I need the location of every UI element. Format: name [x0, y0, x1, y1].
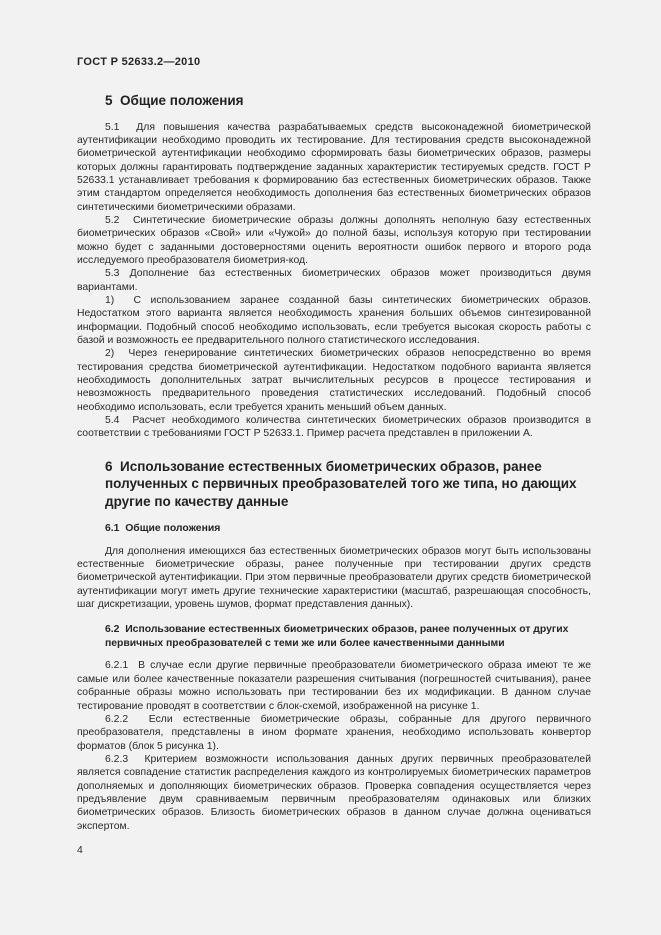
section-5-title: 5 Общие положения	[105, 93, 244, 108]
paragraph-6-1: Для дополнения имеющихся баз естественных биометрических образов могут быть использованы естественные биометрические образы, ранее полученные при тестировании других средств биометрической аутентификации. При этом первичные преобразователи других средств биометрической аутентификации могут иметь другие технические характеристики (масштаб, разрешающая способность, шаг дискретизации, уровень шумов, формат представления данных).	[77, 545, 591, 611]
list-item-1: 1) С использованием заранее созданной базы синтетических биометрических образов. Недостатком этого варианта является необходимость хранения больших объемов синтезированной информации. Подобный способ необходимо использовать, если требуется высокая скорость работы с базой и возможность ее предварительного полного статистического исследования.	[77, 294, 591, 346]
paragraph-6-2-1: 6.2.1 В случае если другие первичные преобразователи биометрического образа имеют те же самые или более качественные показатели разрешения считывания (погрешностей считывания), ранее собранные образы можно использовать при тестировании без их модификации. В данном случае тестирование проводят в соответствии с блок-схемой, изображенной на рисунке 1.	[77, 660, 591, 712]
paragraph-5-2: 5.2 Синтетические биометрические образы должны дополнять неполную базу естественных биометрических образов «Свой» или «Чужой» до полной базы, используя которую при тестировании можно будет с заданными достоверностями оценить вероятности ошибок первого и второго рода исследуемого преобразователя биометрия-код.	[77, 214, 591, 266]
section-6-title: 6 Использование естественных биометрических образов, ранее полученных с первичных преобразователей того же типа, но дающих другие по качеству данные	[105, 458, 577, 509]
list-item-2: 2) Через генерирование синтетических биометрических образов непосредственно во время тестирования средства биометрической аутентификации. Недостатком подобного варианта является необходимость дополнительных затрат вычислительных ресурсов в процессе тестирования и невозможность предварительного проведения статистических исследований. Подобный способ необходимо использовать, если требуется хранить меньший объем данных.	[77, 348, 591, 413]
section-6-2-title: 6.2 Использование естественных биометрических образов, ранее полученных от других первичных преобразователей с теми же или более качественными данными	[105, 624, 569, 649]
paragraph-5-3: 5.3 Дополнение баз естественных биометрических образов может производиться двумя вариантами.	[77, 268, 591, 293]
paragraph-6-2-3: 6.2.3 Критерием возможности использования данных других первичных преобразователей является совпадение статистик распределения каждого из контролируемых биометрических параметров дополняемых и дополняющих биометрических образов. Проверка совпадения осуществляется через предъявление двум сравниваемым первичным преобразователям одинаковых или близких биометрических образов. Близость биометрических образов в данном случае должна оцениваться экспертом.	[77, 753, 591, 832]
section-6-1-title: 6.1 Общие положения	[105, 523, 221, 535]
paragraph-5-4: 5.4 Расчет необходимого количества синтетических биометрических образов производится в соответствии с требованиями ГОСТ Р 52633.1. Пример расчета представлен в приложении А.	[77, 415, 591, 440]
paragraph-6-2-2: 6.2.2 Если естественные биометрические образы, собранные для другого первичного преобразователя, представлены в ином формате хранения, необходимо использовать конвертор форматов (блок 5 рисунка 1).	[77, 713, 591, 752]
document-standard-number: ГОСТ Р 52633.2—2010	[77, 56, 201, 68]
document-content	[77, 56, 591, 856]
paragraph-5-1: 5.1 Для повышения качества разрабатываемых средств высоконадежной биометрической аутентификации необходимо проводить их тестирование. Для тестирования средств высоконадежной биометрической аутентификации необходимо сформировать базы биометрических образов, размеры которых должны гарантировать подтверждение заданных характеристик тестируемых средств. ГОСТ Р 52633.1 устанавливает требования к формированию баз естественных биометрических образов. Также этим стандартом определяется необходимость дополнения баз естественных биометрических образов синтетическими биометрическими образами.	[77, 121, 591, 213]
page-number: 4	[77, 844, 83, 856]
